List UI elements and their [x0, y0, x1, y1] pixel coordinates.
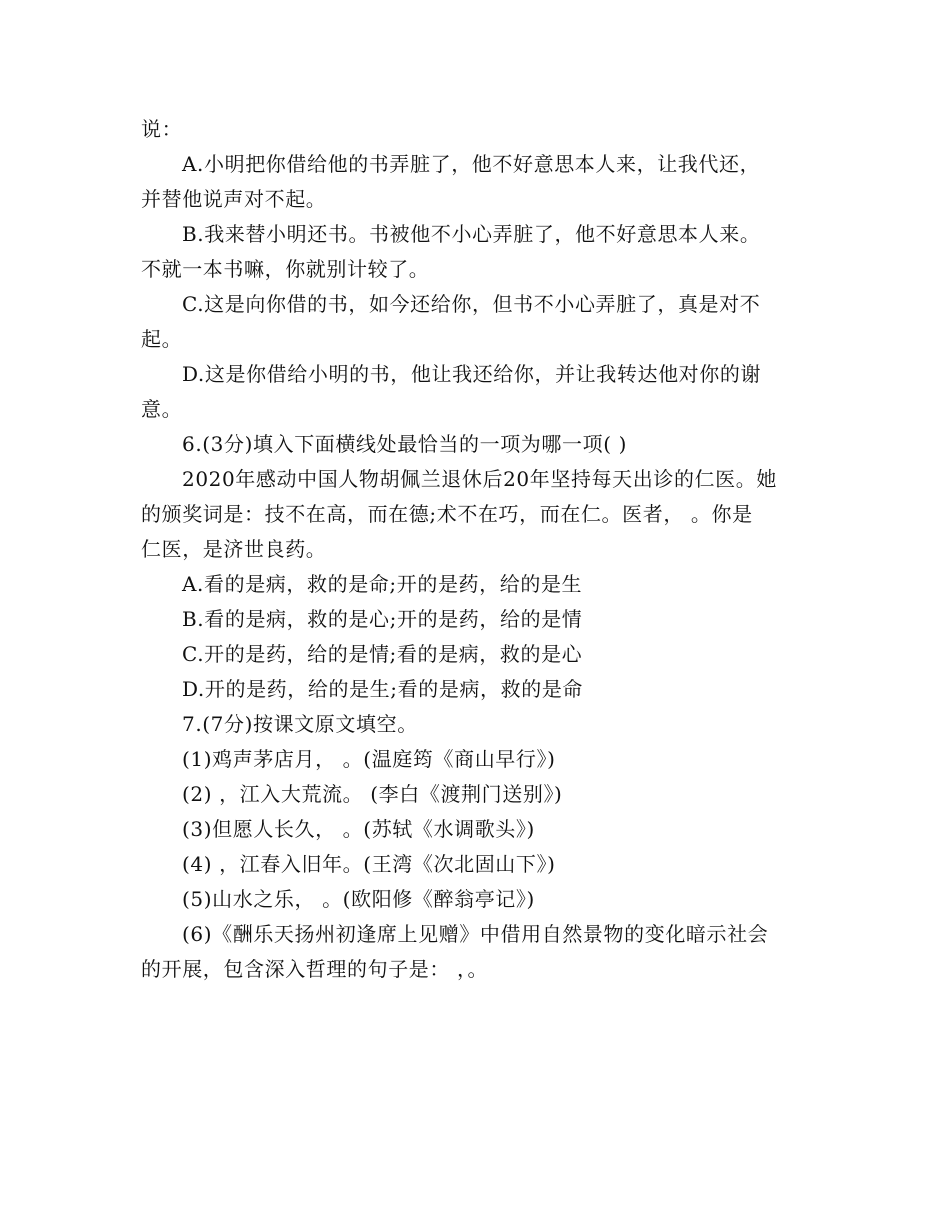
question-6-option-b: B.看的是病，救的是心;开的是药，给的是情: [182, 607, 583, 631]
option-d-text: D.这是你借给小明的书，他让我还给你，并让我转达他对你的谢: [182, 362, 762, 386]
document-page: [141, 112, 816, 987]
text-line: 并替他说声对不起。: [141, 187, 327, 211]
question-7-item-4: (4) ，江春入旧年。(王湾《次北固山下》): [182, 852, 556, 876]
option-c-text: C.这是向你借的书，如今还给你，但书不小心弄脏了，真是对不: [182, 292, 761, 316]
question-6-option-c: C.开的是药，给的是情;看的是病，救的是心: [182, 642, 583, 666]
text-line: 的开展，包含深入哲理的句子是： ，。: [141, 957, 489, 981]
question-6-option-d: D.开的是药，给的是生;看的是病，救的是命: [182, 677, 584, 701]
question-7-item-1: (1)鸡声茅店月， 。(温庭筠《商山早行》): [182, 747, 556, 771]
option-b-text: B.我来替小明还书。书被他不小心弄脏了，他不好意思本人来。: [182, 222, 761, 246]
option-a-text: A.小明把你借给他的书弄脏了，他不好意思本人来，让我代还，: [182, 152, 761, 176]
question-7-item-5: (5)山水之乐， 。(欧阳修《醉翁亭记》): [182, 887, 535, 911]
question-7-item-3: (3)但愿人长久， 。(苏轼《水调歌头》): [182, 817, 535, 841]
text-line: 仁医，是济世良药。: [141, 537, 327, 561]
text-line: 说：: [141, 117, 183, 141]
question-6-passage: 2020年感动中国人物胡佩兰退休后20年坚持每天出诊的仁医。她: [182, 467, 777, 491]
text-line: 意。: [141, 397, 183, 421]
question-6-heading: 6.(3分)填入下面横线处最恰当的一项为哪一项( ): [182, 432, 627, 456]
text-line: 的颁奖词是：技不在高，而在德;术不在巧，而在仁。医者， 。你是: [141, 502, 753, 526]
text-line: 不就一本书嘛，你就别计较了。: [141, 257, 430, 281]
text-line: 起。: [141, 327, 183, 351]
question-7-item-2: (2) ，江入大荒流。 (李白《渡荆门送别》): [182, 782, 563, 806]
question-7-heading: 7.(7分)按课文原文填空。: [182, 712, 418, 736]
question-7-item-6: (6)《酬乐天扬州初逢席上见赠》中借用自然景物的变化暗示社会: [182, 922, 769, 946]
question-6-option-a: A.看的是病，救的是命;开的是药，给的是生: [182, 572, 583, 596]
